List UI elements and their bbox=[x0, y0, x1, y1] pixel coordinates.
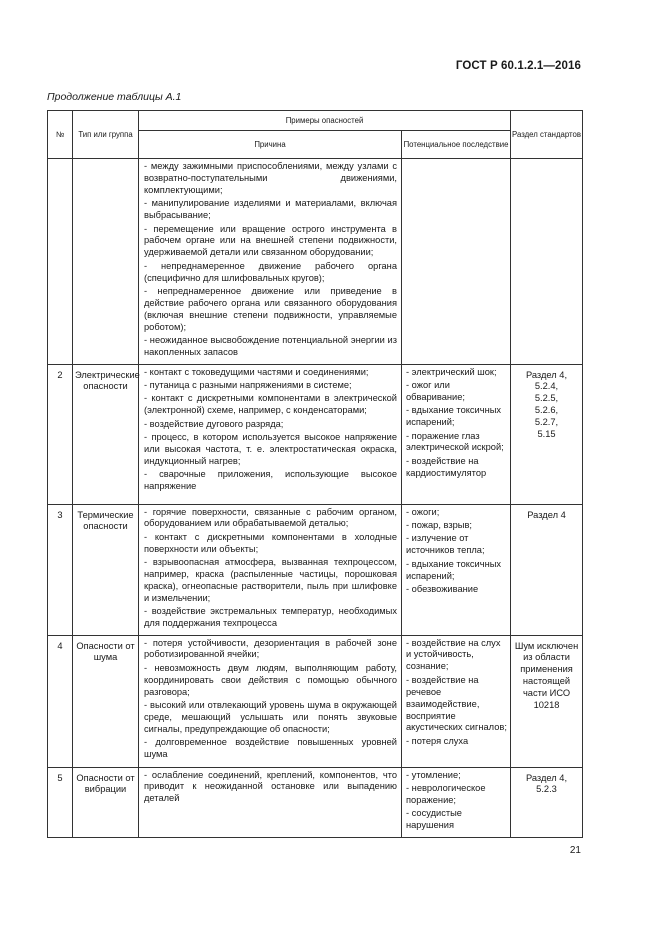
table-row bbox=[48, 504, 583, 635]
cause-item: - воздействие дугового разряда; bbox=[144, 418, 284, 429]
cause-item: - воздействие экстремальных температур, необходимых для поддержания техпроцесса bbox=[144, 606, 397, 629]
hazard-consequences bbox=[402, 504, 511, 635]
section-ref: 5.15 bbox=[537, 429, 556, 440]
hazard-consequences bbox=[402, 767, 511, 837]
hazard-type: Опасности от вибрации bbox=[73, 767, 139, 837]
consequence-item: - ожог или обваривание; bbox=[406, 379, 465, 402]
cause-item: - перемещение или вращение острого инструмента в рабочем органе или на внешней степени подвижности, удерживаемой детали или связанном оборудовании; bbox=[144, 223, 397, 258]
consequence-item: - излучение от источников тепла; bbox=[406, 533, 485, 556]
cause-item: - неожиданное высвобождение потенциальной энергии из накопленных запасов bbox=[144, 335, 397, 358]
hazard-type bbox=[73, 159, 139, 365]
cause-item: - горячие поверхности, связанные с рабочим органом, оборудованием или обрабатываемой деталью; bbox=[144, 506, 397, 529]
consequence-item: - ожоги; bbox=[406, 506, 440, 517]
table-row bbox=[48, 635, 583, 767]
row-number bbox=[48, 159, 73, 365]
consequence-item: - сосудистые нарушения bbox=[406, 808, 462, 831]
consequence-item: - утомление; bbox=[406, 769, 461, 780]
hazard-consequences bbox=[402, 364, 511, 504]
section-ref: Шум исключен из области применения настоящей части ИСО 10218 bbox=[514, 640, 579, 711]
table-row bbox=[48, 364, 583, 504]
standard-sections bbox=[511, 635, 583, 767]
section-ref: 5.2.5, bbox=[534, 393, 559, 404]
cause-item: - процесс, в котором используется высокое напряжение или высокая частота, т. е. электростатическая окраска, индукционный нагрев; bbox=[144, 432, 397, 466]
header-type: Тип или группа bbox=[73, 111, 139, 159]
consequence-item: - вдыхание токсичных испарений; bbox=[406, 405, 502, 428]
consequence-item: - неврологическое поражение; bbox=[406, 782, 486, 805]
cause-item: - высокий или отвлекающий уровень шума в окружающей среде, мешающий услышать или понять звуковые сигналы, предупреждающие об опасности; bbox=[144, 700, 397, 734]
hazard-type: Термические опасности bbox=[73, 504, 139, 635]
row-number: 4 bbox=[48, 635, 73, 767]
section-ref: 5.2.7, bbox=[534, 417, 559, 428]
page-number: 21 bbox=[569, 845, 581, 856]
hazard-causes bbox=[139, 504, 402, 635]
row-number: 2 bbox=[48, 364, 73, 504]
hazard-causes bbox=[139, 159, 402, 365]
table-row bbox=[48, 159, 583, 365]
table-caption: Продолжение таблицы А.1 bbox=[47, 91, 182, 103]
cause-item: - непреднамеренное движение рабочего органа (специфично для шлифовальных кругов); bbox=[144, 260, 397, 283]
hazard-type: Опасности от шума bbox=[73, 635, 139, 767]
section-ref: 5.2.4, bbox=[534, 381, 559, 392]
hazard-causes bbox=[139, 767, 402, 837]
cause-item: - потеря устойчивости, дезориентация в рабочей зоне роботизированной ячейки; bbox=[144, 637, 397, 660]
header-cause: Причина bbox=[139, 131, 402, 159]
consequence-item: - обезвоживание bbox=[406, 583, 479, 594]
header-consequence: Потенциальное последствие bbox=[402, 131, 511, 159]
header-no: № bbox=[48, 111, 73, 159]
consequence-item: - пожар, взрыв; bbox=[406, 519, 472, 530]
hazards-table bbox=[47, 110, 583, 838]
row-number: 5 bbox=[48, 767, 73, 837]
section-ref: 5.2.6, bbox=[534, 405, 559, 416]
hazard-causes bbox=[139, 635, 402, 767]
consequence-item: - воздействие на кардиостимулятор bbox=[406, 455, 487, 478]
cause-item: - невозможность двум людям, выполняющим работу, координировать свои действия с помощью обычного разговора; bbox=[144, 662, 397, 697]
cause-item: - взрывоопасная атмосфера, вызванная техпроцессом, например, краска (распыленные частицы, порошковая краска), огнеопасные растворители, пыль при шлифовке и измельчении; bbox=[144, 557, 397, 603]
cause-item: - долговременное воздействие повышенных уровней шума bbox=[144, 737, 397, 760]
consequence-item: - потеря слуха bbox=[406, 735, 469, 746]
standard-sections bbox=[511, 767, 583, 837]
consequence-item: - воздействие на речевое взаимодействие, восприятие акустических сигналов; bbox=[406, 674, 507, 733]
hazard-consequences bbox=[402, 635, 511, 767]
hazard-type: Электрические опасности bbox=[73, 364, 139, 504]
cause-item: - непреднамеренное движение или приведение в действие рабочего органа или связанного оборудования (включая внешние степени подвижности, управляемые роботом); bbox=[144, 286, 397, 332]
standard-sections bbox=[511, 504, 583, 635]
section-ref: Раздел 4 bbox=[527, 509, 566, 520]
cause-item: - ослабление соединений, креплений, компонентов, что приводит к неожиданной остановке или выпадению деталей bbox=[144, 769, 397, 804]
standard-sections bbox=[511, 159, 583, 365]
header-standard-section: Раздел стандартов bbox=[511, 111, 583, 159]
cause-item: - между зажимными приспособлениями, между узлами с возвратно-поступательными движениями, комплектующими; bbox=[144, 161, 397, 195]
hazard-consequences bbox=[402, 159, 511, 365]
consequence-item: - поражение глаз электрической искрой; bbox=[406, 430, 504, 453]
cause-item: - контакт с дискретными компонентами в электрической (электронной) схеме, например, с конденсаторами; bbox=[144, 393, 397, 416]
header-examples: Примеры опасностей bbox=[139, 111, 511, 131]
document-code: ГОСТ Р 60.1.2.1—2016 bbox=[455, 60, 581, 72]
consequence-item: - вдыхание токсичных испарений; bbox=[406, 558, 502, 581]
cause-item: - контакт с токоведущими частями и соединениями; bbox=[144, 366, 369, 377]
standard-sections bbox=[511, 364, 583, 504]
section-ref: Раздел 4, bbox=[525, 369, 568, 380]
cause-item: - сварочные приложения, использующие высокое напряжение bbox=[144, 469, 397, 492]
consequence-item: - воздействие на слух и устойчивость, сознание; bbox=[406, 637, 501, 672]
table-row bbox=[48, 767, 583, 837]
hazard-causes bbox=[139, 364, 402, 504]
consequence-item: - электрический шок; bbox=[406, 366, 497, 377]
section-ref: 5.2.3 bbox=[536, 784, 557, 795]
row-number: 3 bbox=[48, 504, 73, 635]
section-ref: Раздел 4, bbox=[525, 772, 568, 783]
cause-item: - манипулирование изделиями и материалами, включая выбрасывание; bbox=[144, 198, 397, 221]
cause-item: - путаница с разными напряжениями в системе; bbox=[144, 379, 352, 390]
cause-item: - контакт с дискретными компонентами в холодные поверхности или объекты; bbox=[144, 531, 397, 554]
